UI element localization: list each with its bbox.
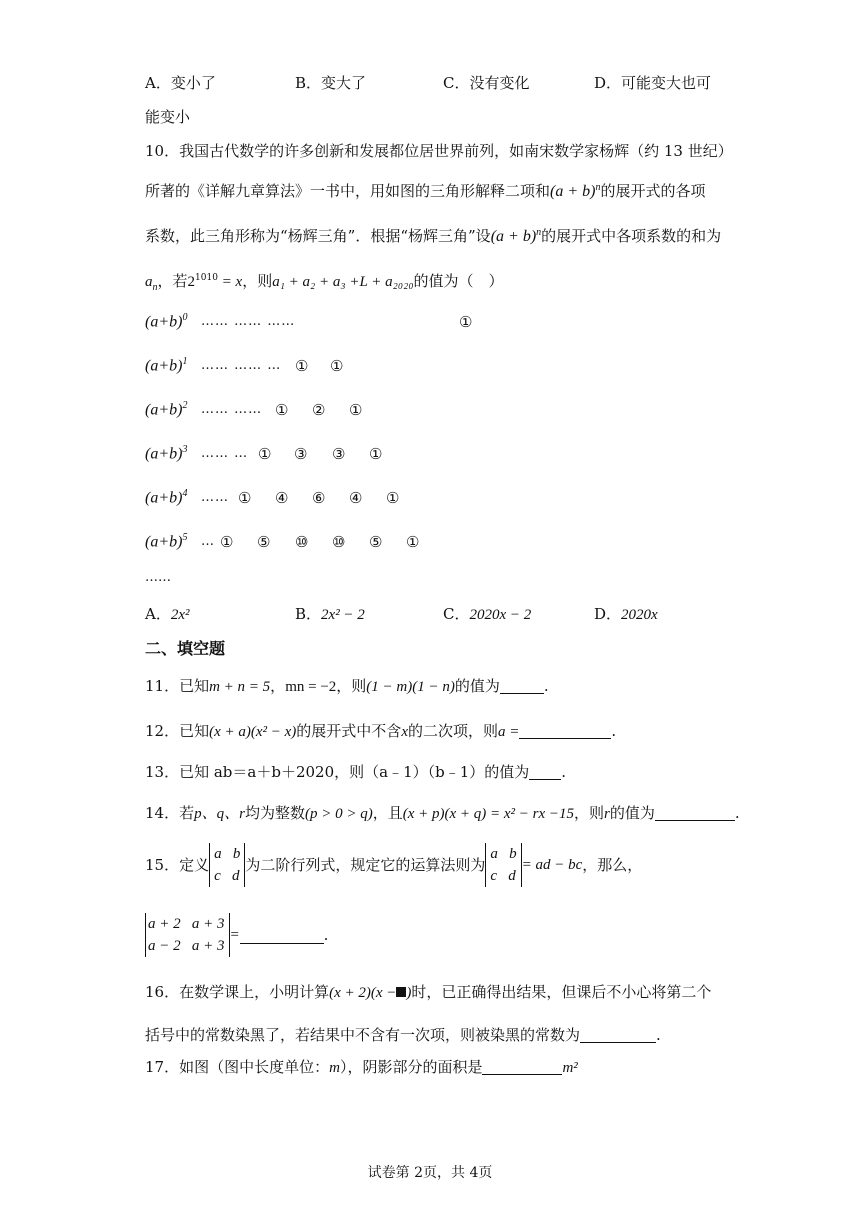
q10-a-n: a (145, 274, 153, 290)
q10-binom-exp: n (595, 182, 601, 193)
q10-option-b: B．2x² − 2 (295, 605, 365, 623)
answer-blank[interactable] (529, 763, 561, 780)
coefficient: ⑤ (257, 533, 271, 551)
q10-option-c: C．2020x − 2 (443, 605, 532, 623)
determinant-expression: a + 2 a + 3 a − 2 a + 3 (145, 913, 230, 957)
page-footer: 试卷第 2页，共 4页 (367, 1165, 493, 1181)
coefficient: ① (459, 313, 473, 331)
answer-blank[interactable] (240, 927, 324, 944)
row-expr: $(a+b)^1$ (145, 356, 188, 375)
question-11: 11．已知m + n = 5，mn = −2，则(1 − m)(1 − n)的值为 . (145, 677, 549, 695)
q10-line4-text-b: ，则 (242, 272, 273, 290)
q10-line3 (145, 225, 721, 246)
q10-pow-base: 2 (187, 274, 196, 290)
q9-option-c: C．没有变化 (443, 74, 530, 92)
determinant-definition: a b c d (209, 843, 245, 887)
q10-option-a: A．2x² (145, 605, 190, 623)
row-dots: …… …… …… (201, 314, 296, 329)
question-15-line2: a + 2 a + 3 a − 2 a + 3= . (145, 913, 328, 957)
q10-binom-2-exp: n (536, 227, 542, 238)
row-expr: $(a+b)^3$ (145, 444, 188, 463)
row-dots: …… … (201, 446, 249, 461)
triangle-row-2 (145, 400, 545, 424)
q10-line4-text-a: ，若 (157, 272, 188, 290)
coefficient: ① (220, 533, 234, 551)
answer-blank[interactable] (519, 722, 611, 739)
q10-line3-text-b: 的展开式中各项系数的和为 (541, 227, 722, 245)
answer-blank[interactable] (500, 677, 544, 694)
coefficient: ① (295, 357, 309, 375)
row-expr: $(a+b)^5$ (145, 532, 188, 551)
q10-line3-text-a: 系数，此三角形称为“杨辉三角”．根据“杨辉三角”设 (145, 227, 491, 245)
coefficient: ⑩ (332, 533, 346, 551)
determinant-rule: a b c d (485, 843, 521, 887)
q10-line2-text-a: 所著的《详解九章算法》一书中，用如图的三角形解释二项和 (145, 182, 551, 200)
answer-blank[interactable] (580, 1026, 656, 1043)
coefficient: ⑩ (295, 533, 309, 551)
question-17: 17．如图（图中长度单位：m），阴影部分的面积是 m² (145, 1058, 578, 1076)
row-dots: … (201, 534, 215, 549)
question-15-line1: 15．定义a b c d为二阶行列式，规定它的运算法则为a b c d= ad − bc，那么， (145, 843, 642, 887)
question-14: 14．若p、q、r均为整数(p > 0 > q)，且(x + p)(x + q) = x² − rx −15，则r的值为 . (145, 804, 740, 822)
q10-binom-2: (a + b) (490, 228, 537, 245)
q10-binom: (a + b) (550, 183, 596, 200)
q10-line2 (145, 180, 705, 201)
q10-option-d: D．2020x (594, 605, 658, 623)
q10-sum-expr: a₁ + a₂ + a₃ +L + a₂₀₂₀ (272, 274, 414, 290)
question-16-line2: 括号中的常数染黑了，若结果中不含有一次项，则被染黑的常数为 . (145, 1026, 661, 1044)
triangle-row-4 (145, 488, 545, 512)
question-12: 12．已知(x + a)(x² − x)的展开式中不含x的二次项，则a = . (145, 722, 617, 740)
row-expr: $(a+b)^4$ (145, 488, 188, 507)
coefficient: ① (369, 445, 383, 463)
triangle-ellipsis: …… (145, 570, 171, 585)
coefficient: ① (406, 533, 420, 551)
coefficient: ③ (332, 445, 346, 463)
row-dots: …… …… … (201, 358, 282, 373)
q9-option-a: A．变小了 (145, 74, 216, 92)
coefficient: ④ (349, 489, 363, 507)
coefficient: ① (349, 401, 363, 419)
q10-line4 (145, 270, 504, 293)
q10-line4-text-c: 的值为（ ） (413, 272, 504, 290)
coefficient: ⑥ (312, 489, 326, 507)
blacked-out-square-icon (396, 987, 406, 997)
coefficient: ① (330, 357, 344, 375)
coefficient: ③ (294, 445, 308, 463)
row-expr: $(a+b)^0$ (145, 312, 188, 331)
coefficient: ④ (275, 489, 289, 507)
coefficient: ② (312, 401, 326, 419)
coefficient: ⑤ (369, 533, 383, 551)
section-heading: 二、填空题 (145, 639, 226, 658)
q10-pow-exp: 1010 (195, 273, 218, 283)
coefficient: ① (386, 489, 400, 507)
q9-option-d-line1: D．可能变大也可 (594, 74, 712, 92)
question-16-line1: 16．在数学课上，小明计算(x + 2)(x − )时，已正确得出结果，但课后不小心将第二个 (145, 983, 712, 1001)
q10-line1: 10．我国古代数学的许多创新和发展都位居世界前列，如南宋数学家杨辉（约 13 世纪） (145, 142, 733, 160)
q9-option-d-line2: 能变小 (145, 108, 191, 126)
q10-line2-text-b: 的展开式的各项 (600, 182, 706, 200)
coefficient: ① (275, 401, 289, 419)
triangle-row-1 (145, 356, 545, 380)
row-expr: $(a+b)^2$ (145, 400, 188, 419)
row-dots: …… …… (201, 402, 263, 417)
answer-blank[interactable] (655, 804, 735, 821)
row-dots: …… (201, 490, 229, 505)
q10-eq-x: = x (217, 274, 243, 290)
question-13: 13．已知 ab＝a＋b＋2020，则（a﹣1）（b﹣1）的值为 . (145, 763, 567, 781)
triangle-row-0 (145, 312, 545, 336)
triangle-row-5 (145, 532, 545, 556)
triangle-row-3 (145, 444, 545, 468)
q10-a-n-sub: n (152, 282, 158, 293)
coefficient: ① (258, 445, 272, 463)
q9-option-b: B．变大了 (295, 74, 367, 92)
answer-blank[interactable] (482, 1058, 562, 1075)
coefficient: ① (238, 489, 252, 507)
